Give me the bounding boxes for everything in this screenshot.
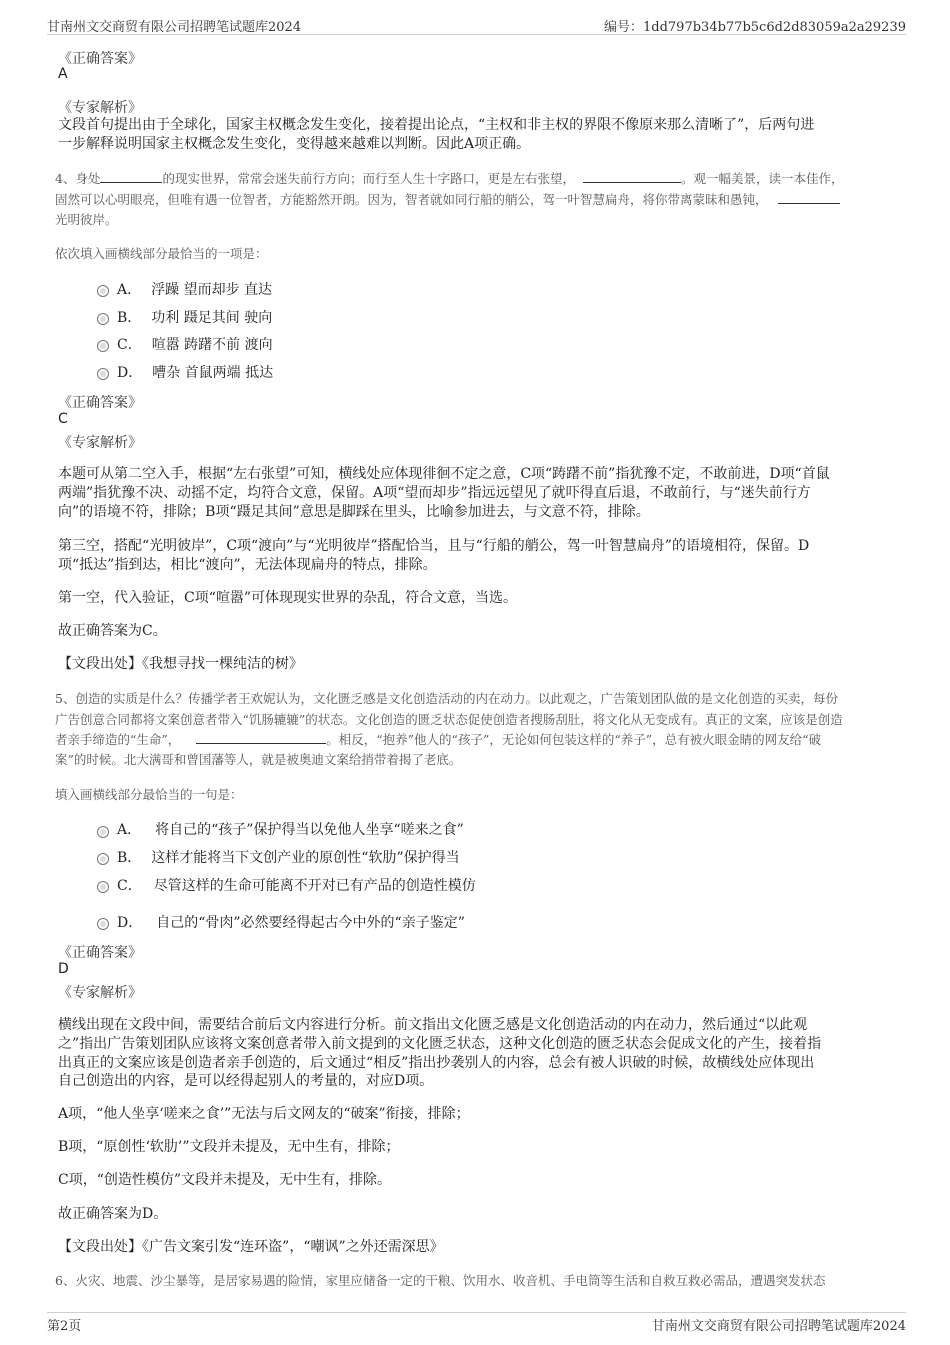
q4-option-d-radio[interactable] bbox=[97, 368, 109, 380]
answer-label: 《正确答案》 bbox=[58, 945, 142, 961]
q3-analysis-line: 一步解释说明国家主权概念发生变化，变得越来越难以判断。因此A项正确。 bbox=[58, 136, 531, 152]
q4-option-a-radio[interactable] bbox=[97, 285, 109, 297]
q4-option-c[interactable]: C． 喧嚣 踌躇不前 渡向 bbox=[117, 337, 273, 353]
q4-option-c-radio[interactable] bbox=[97, 340, 109, 352]
header-title: 甘南州文交商贸有限公司招聘笔试题库2024 bbox=[47, 20, 302, 35]
q4-analysis-line: 向”的语境不符，排除；B项“蹑足其间”意思是脚踩在里头，比喻参加进去，与文意不符，排除。 bbox=[58, 504, 650, 520]
q4-analysis-line: 项“抵达”指到达，相比“渡向”，无法体现扁舟的特点，排除。 bbox=[58, 557, 437, 573]
q4-option-b-radio[interactable] bbox=[97, 313, 109, 325]
page-number: 第2页 bbox=[47, 1319, 82, 1334]
analysis-label: 《专家解析》 bbox=[58, 985, 142, 1001]
q5-option-c[interactable]: C． 尽管这样的生命可能离不开对已有产品的创造性模仿 bbox=[117, 878, 476, 894]
q5-option-b-radio[interactable] bbox=[97, 853, 109, 865]
q5-prompt: 填入画横线部分最恰当的一句是： bbox=[55, 787, 243, 802]
q5-option-a[interactable]: A． 将自己的“孩子”保护得当以免他人坐享“嗟来之食” bbox=[117, 822, 464, 838]
q4-stem-line: 光明彼岸。 bbox=[55, 212, 118, 227]
q4-source: 【文段出处】《我想寻找一棵纯洁的树》 bbox=[58, 656, 303, 672]
analysis-label: 《专家解析》 bbox=[58, 435, 142, 451]
q4-option-a[interactable]: A． 浮躁 望而却步 直达 bbox=[117, 282, 273, 298]
q5-option-c-radio[interactable] bbox=[97, 881, 109, 893]
q4-analysis-line: 本题可从第二空入手，根据“左右张望”可知，横线处应体现徘徊不定之意，C项“踌躇不前”指犹豫不定，不敢前进，D项“首鼠 bbox=[58, 466, 830, 482]
header-serial: 编号：1dd797b34b77b5c6d2d83059a2a29239 bbox=[604, 20, 906, 35]
q5-analysis-line: 横线出现在文段中间，需要结合前后文内容进行分析。前文指出文化匮乏感是文化创造活动的内在动力，然后通过“以此观 bbox=[58, 1017, 808, 1033]
q4-analysis-line: 第一空，代入验证，C项“喧嚣”可体现现实世界的杂乱，符合文意，当选。 bbox=[58, 590, 518, 606]
page-footer bbox=[47, 1312, 906, 1335]
q4-stem-line: 4、身处 的现实世界，常常会迷失前行方向；而行至人生十字路口，更是左右张望， 。观一幅美景，读一本佳作， bbox=[55, 171, 844, 186]
q5-analysis-line: 出真正的文案应该是创造者亲手创造的，后文通过“相反”指出抄袭别人的内容，总会有被人识破的时候，故横线处应体现出 bbox=[58, 1055, 815, 1071]
q4-stem-line: 固然可以心明眼亮，但唯有遇一位智者，方能豁然开朗。因为，智者就如同行船的艄公，驾一叶智慧扁舟，将你带离蒙昧和愚钝， bbox=[55, 189, 840, 210]
q5-option-a-radio[interactable] bbox=[97, 826, 109, 838]
q5-stem-line: 者亲手缔造的“生命”， 。相反，“抱养”他人的“孩子”，无论如何包装这样的“养子”，总有被火眼金睛的网友给“破 bbox=[55, 732, 822, 747]
q5-option-b[interactable]: B． 这样才能将当下文创产业的原创性“软肋”保护得当 bbox=[117, 850, 460, 866]
blank-2 bbox=[583, 170, 681, 183]
answer-label: 《正确答案》 bbox=[58, 395, 142, 411]
q5-stem-line: 广告创意合同都将文案创意者带入“饥肠辘辘”的状态。文化创造的匮乏状态促使创造者搜肠刮肚，将文化从无变成有。真正的文案，应该是创造 bbox=[55, 712, 843, 727]
q4-prompt: 依次填入画横线部分最恰当的一项是： bbox=[55, 246, 268, 261]
blank-1 bbox=[100, 170, 162, 183]
q5-stem-line: 案”的时候。北大满哥和曾国藩等人，就是被奥迪文案给捎带着揭了老底。 bbox=[55, 752, 462, 767]
blank-1 bbox=[196, 731, 326, 744]
q3-analysis-line: 文段首句提出由于全球化，国家主权概念发生变化，接着提出论点，“主权和非主权的界限不像原来那么清晰了”，后两句进 bbox=[58, 117, 815, 133]
q5-analysis-line: 之”指出广告策划团队应该将文案创意者带入前文提到的文化匮乏状态，这种文化创造的匮乏状态会促成文化的产生，接着指 bbox=[58, 1036, 822, 1052]
q4-analysis-line: 两端”指犹豫不决、动摇不定，均符合文意，保留。A项“望而却步”指远远望见了就吓得直后退，不敢前行，与“迷失前行方 bbox=[58, 485, 811, 501]
q4-analysis-line: 故正确答案为C。 bbox=[58, 623, 167, 639]
q3-answer: A bbox=[58, 66, 68, 82]
analysis-label: 《专家解析》 bbox=[58, 100, 142, 116]
q4-analysis-line: 第三空，搭配“光明彼岸”，C项“渡向”与“光明彼岸”搭配恰当，且与“行船的艄公，驾一叶智慧扁舟”的语境相符，保留。D bbox=[58, 538, 810, 554]
q5-analysis-line: C项，“创造性模仿”文段并未提及，无中生有，排除。 bbox=[58, 1172, 392, 1188]
q5-source: 【文段出处】《广告文案引发“连环盗”，“嘲讽”之外还需深思》 bbox=[58, 1239, 444, 1255]
footer-title: 甘南州文交商贸有限公司招聘笔试题库2024 bbox=[651, 1319, 906, 1334]
q5-stem-line: 5、创造的实质是什么？传播学者王欢妮认为，文化匮乏感是文化创造活动的内在动力。以此观之，广告策划团队做的是文化创造的买卖，每份 bbox=[55, 691, 838, 706]
q5-analysis-line: A项，“他人坐享‘嗟来之食’”无法与后文网友的“破案”衔接，排除； bbox=[58, 1106, 470, 1122]
q4-option-d[interactable]: D． 嘈杂 首鼠两端 抵达 bbox=[117, 365, 274, 381]
q4-answer: C bbox=[58, 411, 68, 427]
q4-option-b[interactable]: B． 功利 蹑足其间 驶向 bbox=[117, 310, 273, 326]
q5-analysis-line: B项，“原创性‘软肋’”文段并未提及，无中生有，排除； bbox=[58, 1139, 400, 1155]
q5-analysis-line: 自己创造出的内容，是可以经得起别人的考量的，对应D项。 bbox=[58, 1073, 434, 1089]
page-header bbox=[47, 12, 906, 35]
answer-label: 《正确答案》 bbox=[58, 51, 142, 67]
q5-option-d-radio[interactable] bbox=[97, 918, 109, 930]
q5-option-d[interactable]: D． 自己的“骨肉”必然要经得起古今中外的“亲子鉴定” bbox=[117, 915, 465, 931]
q5-answer: D bbox=[58, 961, 69, 977]
q6-stem-line: 6、火灾、地震、沙尘暴等，是居家易遇的险情，家里应储备一定的干粮、饮用水、收音机、手电筒等生活和自救互救必需品，遭遇突发状态 bbox=[55, 1273, 826, 1288]
q5-analysis-line: 故正确答案为D。 bbox=[58, 1206, 168, 1222]
blank-3 bbox=[778, 191, 840, 204]
